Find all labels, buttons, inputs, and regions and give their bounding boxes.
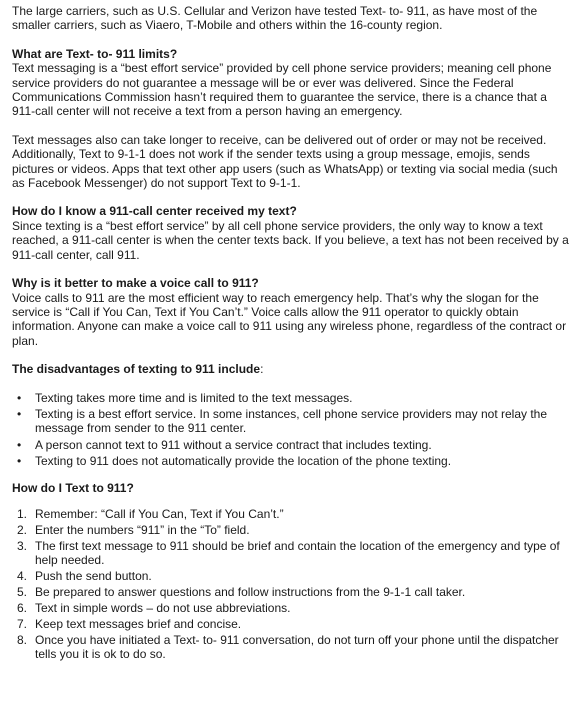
limits-paragraph-1: Text messaging is a “best effort service” provided by cell phone service providers; meaning cell phone service providers do not guarantee a message will be or ever was delivered. Since the Federal Communications Commission hasn’t required them to guarantee the service, there is a chance that a 911-call center will not receive a text from a person having an emergency.: [12, 61, 552, 119]
disadvantages-heading: [12, 362, 571, 376]
step-number: 2.: [17, 522, 28, 537]
disadvantages-heading-text: The disadvantages of texting to 911 include: [12, 362, 261, 377]
voice-heading: Why is it better to make a voice call to 911?: [12, 276, 259, 291]
step-number: 1.: [17, 506, 28, 521]
list-item-text: Texting to 911 does not automatically provide the location of the phone texting.: [35, 454, 452, 469]
list-item: [12, 507, 571, 521]
step-text: Keep text messages brief and concise.: [35, 616, 242, 631]
bullet-icon: •: [17, 390, 22, 405]
list-item: [12, 585, 571, 599]
limits-paragraph-2: Text messages also can take longer to receive, can be delivered out of order or may not be received. Additionally, Text to 9-1-1 does not work if the sender texts using a group message, emojis, sends pictures or videos. Apps that text other app users (such as WhatsApp) or texting via social media (such as Facebook Messenger) do not support Text to 9-1-1.: [12, 132, 558, 191]
intro-paragraph: The large carriers, such as U.S. Cellular and Verizon have tested Text- to- 911, as have most of the smaller carriers, such as Viaero, T-Mobile and others within the 16-county region.: [12, 4, 538, 33]
step-number: 4.: [17, 569, 28, 584]
list-item: [12, 391, 571, 405]
step-text: Push the send button.: [35, 569, 152, 584]
list-item: [12, 569, 571, 583]
step-number: 5.: [17, 585, 28, 599]
step-text: Text in simple words – do not use abbreviations.: [35, 600, 291, 615]
step-text: Remember: “Call if You Can, Text if You Can’t.”: [35, 506, 284, 521]
list-item: [12, 601, 571, 615]
list-item: [12, 633, 571, 662]
step-number: 3.: [17, 538, 28, 553]
howto-steps-list: [12, 507, 571, 662]
list-item-text: A person cannot text to 911 without a service contract that includes texting.: [35, 437, 432, 452]
howto-heading: How do I Text to 911?: [12, 480, 134, 495]
bullet-icon: •: [17, 454, 22, 469]
step-number: 7.: [17, 616, 28, 631]
voice-paragraph: Voice calls to 911 are the most efficient way to reach emergency help. That’s why the slogan for the service is “Call if You Can, Text if You Can’t.” Voice calls allow the 911 operator to quickly obtain information. Anyone can make a voice call to 911 using any wireless phone, regardless of the contract or plan.: [12, 290, 567, 348]
step-text: Once you have initiated a Text- to- 911 conversation, do not turn off your phone until the dispatcher tells you it is ok to do so.: [35, 632, 559, 662]
list-item-text: Texting takes more time and is limited to the text messages.: [35, 390, 353, 405]
received-paragraph: Since texting is a “best effort service” by all cell phone service providers, the only way to know a text reached, a 911-call center is when the center texts back. If you believe, a text has not been received by a 911-call center, call 911.: [12, 218, 569, 262]
list-item: [12, 407, 571, 436]
disadvantages-heading-colon: :: [260, 362, 264, 377]
list-item-text: Texting is a best effort service. In some instances, cell phone service providers may not relay the message from sender to the 911 center.: [35, 406, 548, 436]
bullet-icon: •: [17, 406, 22, 421]
step-text: Be prepared to answer questions and follow instructions from the 9-1-1 call taker.: [35, 585, 466, 599]
list-item: [12, 617, 571, 631]
step-text: The first text message to 911 should be brief and contain the location of the emergency and type of help needed.: [35, 538, 560, 568]
list-item: [12, 438, 571, 452]
received-heading: How do I know a 911-call center received my text?: [12, 204, 297, 219]
limits-heading: What are Text- to- 911 limits?: [12, 46, 178, 61]
step-text: Enter the numbers “911” in the “To” field.: [35, 522, 250, 537]
step-number: 6.: [17, 600, 28, 615]
list-item: [12, 454, 571, 468]
step-number: 8.: [17, 632, 28, 647]
list-item: [12, 523, 571, 537]
list-item: [12, 539, 571, 568]
bullet-icon: •: [17, 437, 22, 452]
disadvantages-list: [12, 391, 571, 469]
